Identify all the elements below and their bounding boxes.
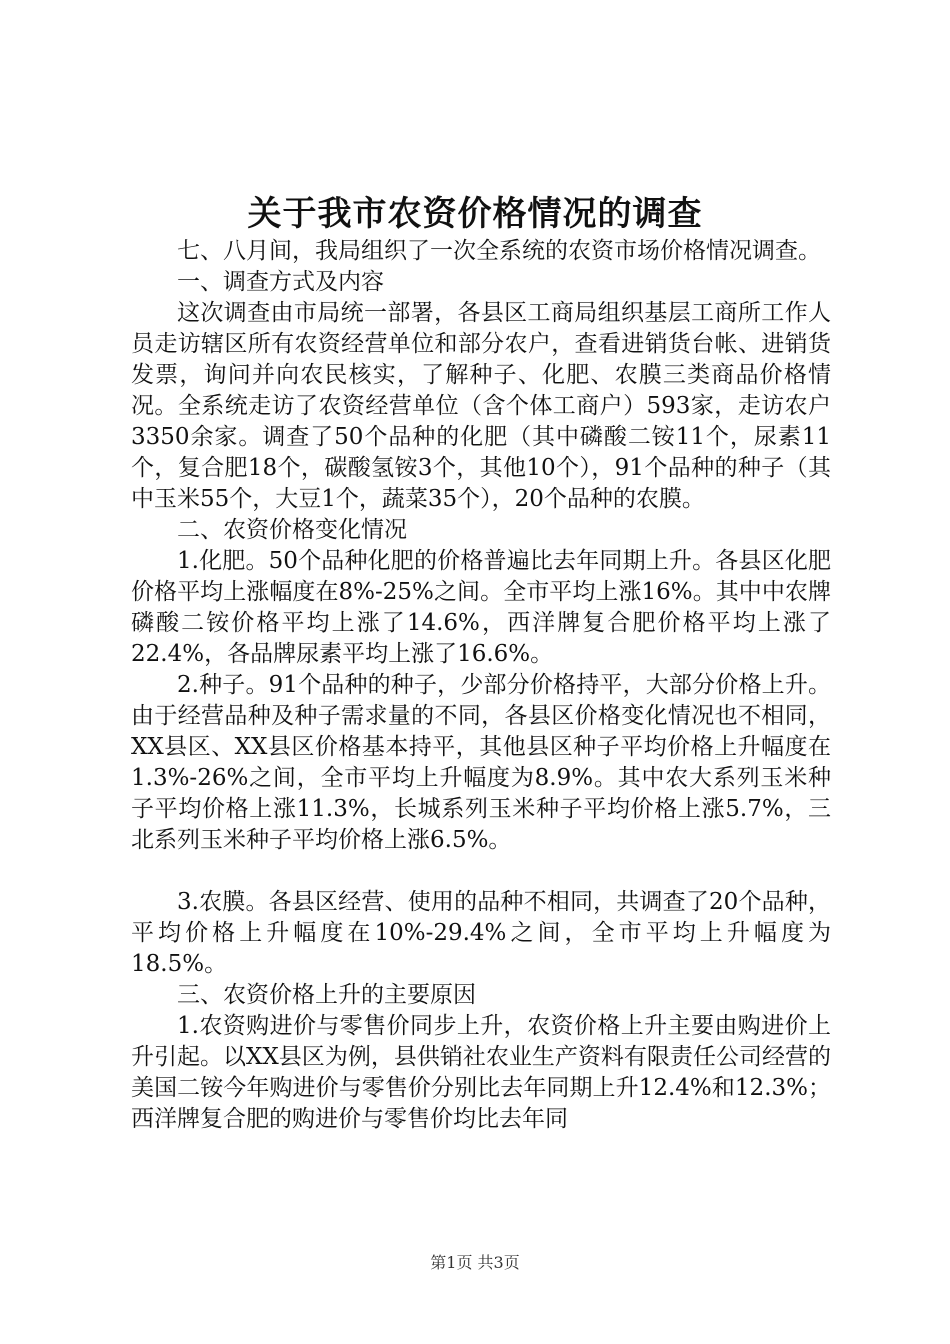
survey-method-paragraph: 这次调查由市局统一部署，各县区工商局组织基层工商所工作人员走访辖区所有农资经营单位和部分农户，查看进销货台帐、进销货发票，询问并向农民核实，了解种子、化肥、农膜三类商品价格情况。全系统走访了农资经营单位（含个体工商户）593家，走访农户3350余家。调查了50个品种的化肥（其中磷酸二铵11个，尿素11个，复合肥18个，碳酸氢铵3个，其他10个），91个品种的种子（其中玉米55个，大豆1个，蔬菜35个），20个品种的农膜。 — [131, 300, 831, 512]
document-title: 关于我市农资价格情况的调查 — [247, 194, 703, 234]
section-heading-1: 一、调查方式及内容 — [177, 269, 384, 295]
document-body — [131, 236, 831, 1135]
film-paragraph: 3.农膜。各县区经营、使用的品种不相同，共调查了20个品种，平均价格上升幅度在10%-29.4%之间，全市平均上升幅度为18.5%。 — [131, 889, 831, 977]
section-heading-2: 二、农资价格变化情况 — [177, 517, 407, 543]
fertilizer-paragraph: 1.化肥。50个品种化肥的价格普遍比去年同期上升。各县区化肥价格平均上涨幅度在8%-25%之间。全市平均上涨16%。其中中农牌磷酸二铵价格平均上涨了14.6%，西洋牌复合肥价格平均上涨了22.4%，各品牌尿素平均上涨了16.6%。 — [131, 548, 831, 667]
cause-paragraph: 1.农资购进价与零售价同步上升，农资价格上升主要由购进价上升引起。以XX县区为例，县供销社农业生产资料有限责任公司经营的美国二铵今年购进价与零售价分别比去年同期上升12.4%和12.3%；西洋牌复合肥的购进价与零售价均比去年同 — [131, 1013, 831, 1132]
section-heading-3: 三、农资价格上升的主要原因 — [177, 982, 476, 1008]
page-footer: 第1页 共3页 — [430, 1253, 520, 1272]
seed-paragraph: 2.种子。91个品种的种子，少部分价格持平，大部分价格上升。由于经营品种及种子需求量的不同，各县区价格变化情况也不相同，XX县区、XX县区价格基本持平，其他县区种子平均价格上升幅度在1.3%-26%之间，全市平均上升幅度为8.9%。其中农大系列玉米种子平均价格上涨11.3%，长城系列玉米种子平均价格上涨5.7%，三北系列玉米种子平均价格上涨6.5%。 — [131, 672, 831, 853]
intro-paragraph: 七、八月间，我局组织了一次全系统的农资市场价格情况调查。 — [177, 238, 821, 264]
paragraph-spacer — [131, 856, 831, 887]
